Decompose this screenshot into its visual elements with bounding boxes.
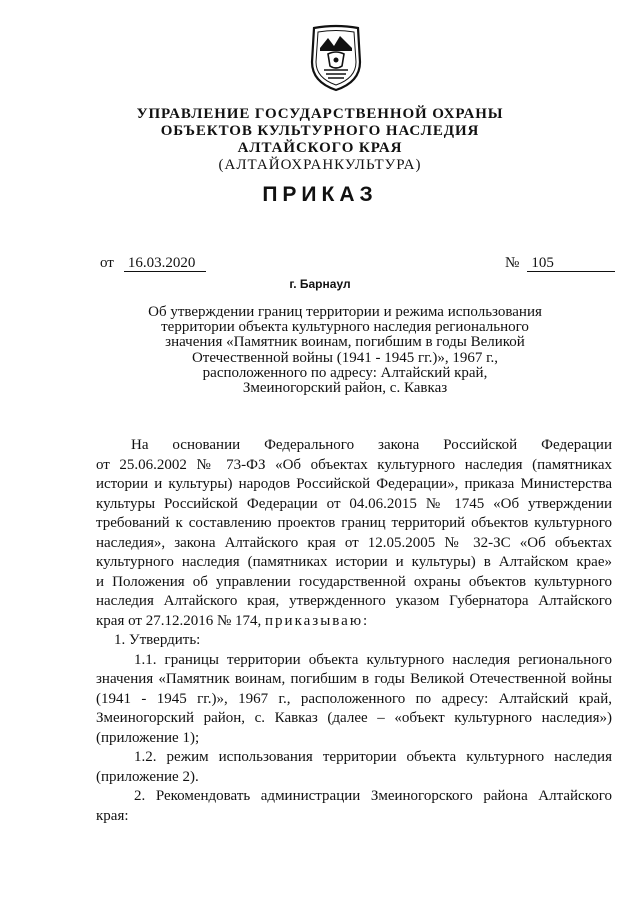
- subject-line: Змеиногорский район, с. Кавказ: [242, 380, 448, 397]
- order-body: [96, 436, 612, 826]
- body-line: и Положения об управлении государственной охраны объектов культурного: [96, 573, 612, 590]
- subject-line: расположенного по адресу: Алтайский край,: [202, 364, 488, 381]
- date-prefix: от: [100, 255, 114, 271]
- number-prefix: №: [505, 255, 520, 271]
- document-number: [505, 255, 615, 272]
- org-line: ОБЪЕКТОВ КУЛЬТУРНОГО НАСЛЕДИЯ: [160, 123, 480, 139]
- date-value: 16.03.2020: [124, 255, 206, 272]
- item-1-2-line: 1.2. режим использования территории объекта культурного наследия: [134, 749, 612, 765]
- org-line: УПРАВЛЕНИЕ ГОСУДАРСТВЕННОЙ ОХРАНЫ: [136, 106, 504, 122]
- coat-of-arms-emblem: [300, 22, 372, 94]
- org-abbreviation: (АЛТАЙОХРАНКУЛЬТУРА): [218, 157, 422, 173]
- subject-line: Об утверждении границ территории и режима использования: [148, 304, 542, 320]
- item-1: 1. Утвердить:: [114, 632, 201, 648]
- body-line: наследия», закона Алтайского края от 12.05.2005 № 32-ЗС «Об объектах: [96, 534, 612, 551]
- order-word: приказываю:: [265, 612, 370, 629]
- item-1-1-line: значения «Памятник воинам, погибшим в годы Великой Отечественной войны: [96, 671, 612, 687]
- subject-line: Отечественной войны (1941 - 1945 гг.)», 1967 г.,: [191, 349, 499, 366]
- item-2-line: 2. Рекомендовать администрации Змеиногорского района Алтайского: [134, 788, 612, 804]
- item-1-1-line: Змеиногорский район, с. Кавказ (далее – «объект культурного наследия»): [96, 710, 612, 726]
- body-line: требований к составлению проектов границ территорий объектов культурного: [96, 515, 612, 531]
- body-line: от 25.06.2002 № 73-ФЗ «Об объектах культурного наследия (памятниках: [96, 456, 612, 473]
- body-line: истории и культуры) народов Российской Федерации», приказа Министерства: [96, 476, 612, 492]
- subject-line: территории объекта культурного наследия регионального: [161, 319, 529, 336]
- item-1-1-line: 1.1. границы территории объекта культурного наследия регионального: [134, 651, 612, 668]
- body-line: [96, 612, 612, 632]
- org-line: АЛТАЙСКОГО КРАЯ: [237, 140, 403, 156]
- preamble-end: края от 27.12.2016 № 174,: [96, 612, 262, 629]
- body-line: На основании Федерального закона Российской Федерации: [131, 437, 612, 453]
- body-line: наследия Алтайского края, утвержденного указом Губернатора Алтайского: [96, 593, 612, 609]
- item-1-1-end: (приложение 1);: [96, 729, 200, 746]
- item-1-1-line: (1941 - 1945 гг.)», 1967 г., расположенного по адресу: Алтайский край,: [96, 690, 612, 707]
- body-line: культурного наследия (памятниках истории и культуры) в Алтайском крае»: [96, 554, 612, 570]
- city: г. Барнаул: [289, 277, 351, 291]
- organization-header: [0, 106, 640, 174]
- item-1-2-end: (приложение 2).: [96, 768, 199, 785]
- subject-line: значения «Памятник воинам, погибшим в годы Великой: [165, 334, 525, 351]
- order-subject: [130, 305, 560, 396]
- body-line: культуры Российской Федерации от 04.06.2015 № 1745 «Об утверждении: [96, 495, 612, 512]
- document-date: [100, 255, 206, 272]
- number-value: 105: [527, 255, 615, 272]
- document-title: ПРИКАЗ: [262, 183, 378, 206]
- item-2-end: края:: [96, 807, 129, 824]
